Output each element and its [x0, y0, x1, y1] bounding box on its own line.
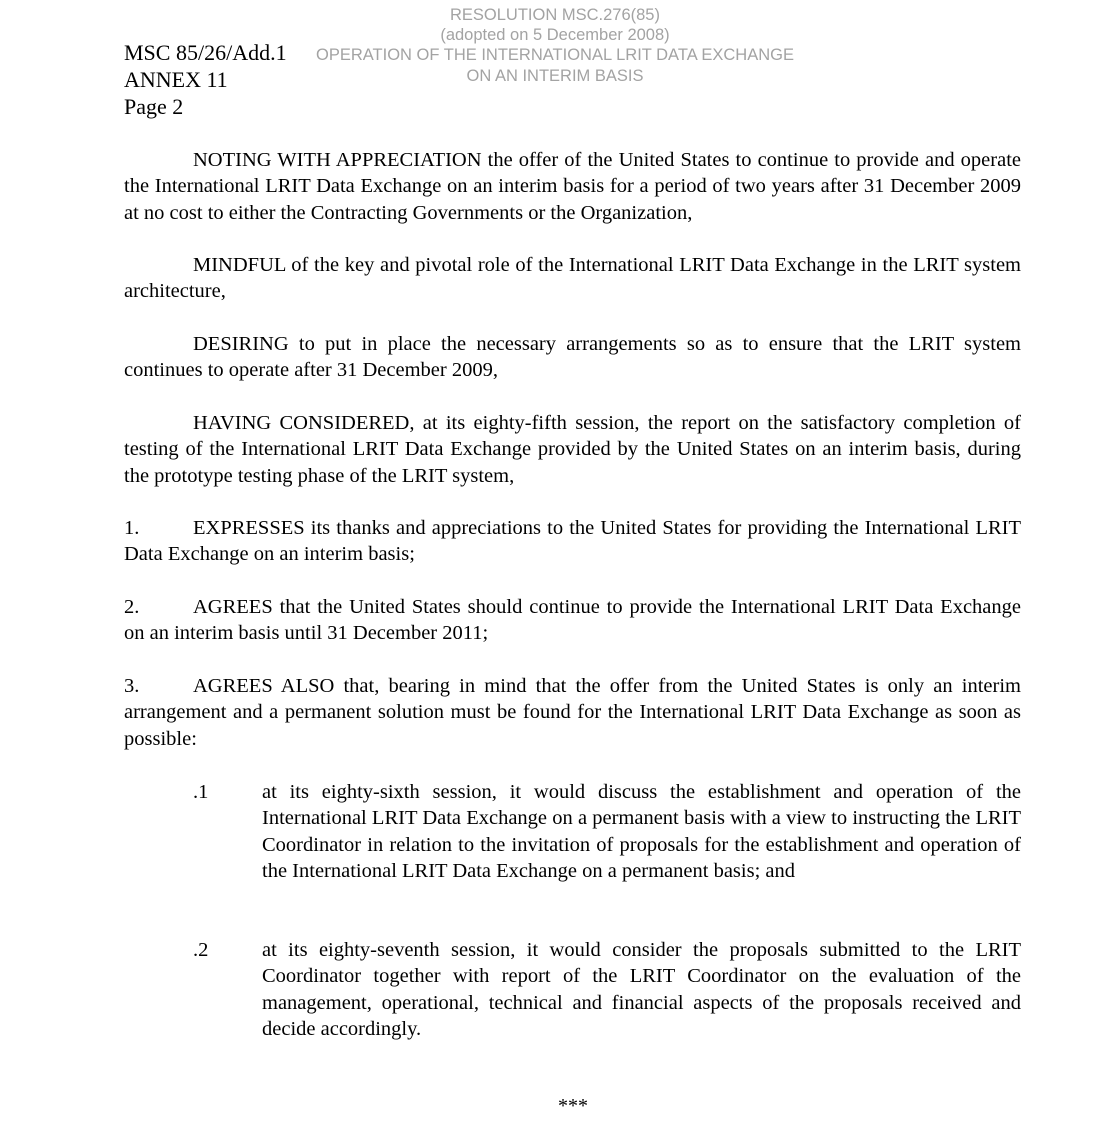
operative-number: 1. [124, 517, 140, 539]
resolution-title-line1: OPERATION OF THE INTERNATIONAL LRIT DATA EXCHANGE [316, 46, 794, 64]
page-number: Page 2 [124, 94, 184, 119]
operative-paragraph: 3. AGREES ALSO that, bearing in mind that the offer from the United States is only an interim arrangement and a permanent solution must be found for the International LRIT Data Exchange as soon as possible: [124, 675, 1021, 750]
operative-paragraph: 1. EXPRESSES its thanks and appreciations to the United States for providing the International LRIT Data Exchange on an interim basis; [124, 517, 1021, 566]
subitem-number: .2 [193, 939, 209, 961]
preamble-paragraph: DESIRING to put in place the necessary arrangements so as to ensure that the LRIT system continues to operate after 31 December 2009, [124, 333, 1021, 382]
annex-label: ANNEX 11 [124, 67, 228, 92]
end-mark: *** [558, 1095, 588, 1117]
resolution-number: RESOLUTION MSC.276(85) [450, 6, 660, 24]
resolution-title-line2: ON AN INTERIM BASIS [466, 67, 644, 85]
subitem-text: at its eighty-sixth session, it would discuss the establishment and operation of the International LRIT Data Exchange on a permanent basis with a view to instructing the LRIT Coordinator in relation to the invitation of proposals for the establishment and operation of the International LRIT Data Exchange on a permanent basis; and [262, 781, 1021, 882]
subitem-number: .1 [193, 781, 209, 803]
preamble-paragraph: NOTING WITH APPRECIATION the offer of the United States to continue to provide and operate the International LRIT Data Exchange on an interim basis for a period of two years after 31 December 2009 at no cost to either the Contracting Governments or the Organization, [124, 149, 1021, 224]
preamble-paragraph: MINDFUL of the key and pivotal role of the International LRIT Data Exchange in the LRIT system architecture, [124, 254, 1021, 303]
document-reference: MSC 85/26/Add.1 [124, 40, 287, 65]
operative-number: 2. [124, 596, 140, 618]
operative-number: 3. [124, 675, 140, 697]
operative-paragraph: 2. AGREES that the United States should continue to provide the International LRIT Data Exchange on an interim basis until 31 December 2011; [124, 596, 1021, 645]
subitem-text: at its eighty-seventh session, it would consider the proposals submitted to the LRIT Coordinator together with report of the LRIT Coordinator on the evaluation of the management, operational, technical and financial aspects of the proposals received and decide accordingly. [262, 939, 1021, 1040]
preamble-paragraph: HAVING CONSIDERED, at its eighty-fifth session, the report on the satisfactory completion of testing of the International LRIT Data Exchange provided by the United States on an interim basis, during the prototype testing phase of the LRIT system, [124, 412, 1021, 487]
adoption-date: (adopted on 5 December 2008) [440, 26, 670, 44]
